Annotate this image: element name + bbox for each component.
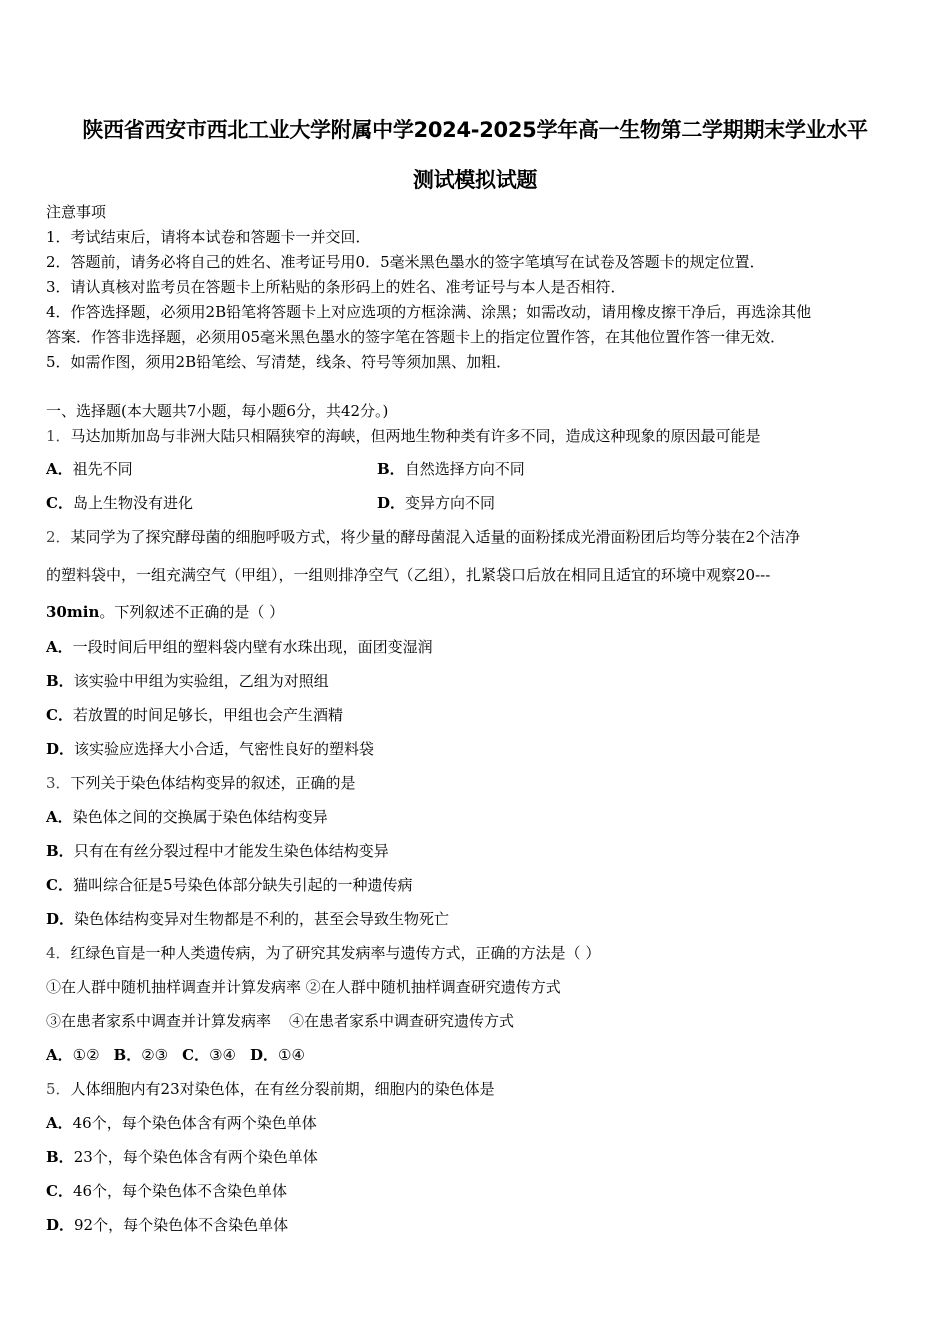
q3-option-b[interactable] [46, 842, 389, 860]
question-5-stem [46, 1080, 495, 1098]
question-3-stem [46, 774, 356, 792]
question-text: 马达加斯加岛与非洲大陆只相隔狭窄的海峡，但两地生物种类有许多不同，造成这种现象的原因最可能是 [70, 427, 761, 445]
option-text: ①② [72, 1046, 100, 1064]
q4-options-row [46, 1046, 305, 1064]
option-text: 自然选择方向不同 [404, 460, 525, 478]
option-text: 变异方向不同 [405, 494, 496, 512]
option-text: ③④ [209, 1046, 236, 1064]
option-label: B． [46, 672, 74, 690]
notice-item: 2．答题前，请务必将自己的姓名、准考证号用0．5毫米黑色墨水的签字笔填写在试卷及答题卡的规定位置． [46, 253, 765, 271]
notice-item: 4．作答选择题，必须用2B铅笔将答题卡上对应选项的方框涂满、涂黑；如需改动，请用橡皮擦干净后，再选涂其他 [46, 303, 812, 321]
q5-option-c[interactable] [46, 1182, 287, 1200]
question-number: 5． [46, 1080, 71, 1098]
question-text: 红绿色盲是一种人类遗传病，为了研究其发病率与遗传方式，正确的方法是（ ） [70, 944, 601, 962]
option-label: A． [46, 1046, 73, 1064]
option-label: D． [46, 740, 75, 758]
option-label: D． [377, 494, 406, 512]
q1-option-a[interactable] [46, 460, 133, 478]
q4-statement-line1: ①在人群中随机抽样调查并计算发病率 ②在人群中随机抽样调查研究遗传方式 [46, 978, 561, 996]
q2-option-d[interactable] [46, 740, 374, 758]
option-text: 染色体结构变异对生物都是不利的，甚至会导致生物死亡 [74, 910, 450, 928]
q4-option-b[interactable] [114, 1046, 169, 1064]
question-text: 某同学为了探究酵母菌的细胞呼吸方式，将少量的酵母菌混入适量的面粉揉成光滑面粉团后均等分装在2个洁净 [70, 528, 801, 546]
question-text: 下列关于染色体结构变异的叙述，正确的是 [70, 774, 356, 792]
option-text: 染色体之间的交换属于染色体结构变异 [72, 808, 328, 826]
q5-option-a[interactable] [46, 1114, 317, 1132]
option-label: C． [46, 876, 73, 894]
question-text-bold: 30min [46, 603, 100, 621]
page-title-line2: 测试模拟试题 [412, 168, 538, 192]
q4-option-a[interactable] [46, 1046, 100, 1064]
q3-option-c[interactable] [46, 876, 413, 894]
option-label: C． [182, 1046, 210, 1064]
option-text: 该实验中甲组为实验组，乙组为对照组 [73, 672, 329, 690]
option-text: 46个，每个染色体含有两个染色单体 [72, 1114, 317, 1132]
option-text: 猫叫综合征是5号染色体部分缺失引起的一种遗传病 [72, 876, 413, 894]
option-label: B． [46, 1148, 74, 1166]
option-label: D． [46, 910, 75, 928]
question-2-stem-line3 [46, 603, 284, 621]
question-number: 4． [46, 944, 71, 962]
q3-option-d[interactable] [46, 910, 449, 928]
q1-option-b[interactable] [377, 460, 525, 478]
page-title-line1: 陕西省西安市西北工业大学附属中学2024-2025学年高一生物第二学期期末学业水平 [82, 118, 868, 142]
q1-option-c[interactable] [46, 494, 193, 512]
option-label: C． [46, 494, 73, 512]
notice-item: 1．考试结束后，请将本试卷和答题卡一并交回． [46, 228, 371, 246]
option-text: ②③ [141, 1046, 169, 1064]
q4-option-d[interactable] [250, 1046, 305, 1064]
question-2-stem-line2: 的塑料袋中，一组充满空气（甲组），一组则排净空气（乙组），扎紧袋口后放在相同且适宜的环境中观察20--- [46, 566, 771, 584]
question-1-stem [46, 427, 761, 445]
option-text: 若放置的时间足够长，甲组也会产生酒精 [72, 706, 343, 724]
option-label: A． [46, 638, 73, 656]
question-text: 人体细胞内有23对染色体，在有丝分裂前期，细胞内的染色体是 [70, 1080, 495, 1098]
option-text: ①④ [278, 1046, 305, 1064]
question-2-stem-line1 [46, 528, 800, 546]
q1-option-d[interactable] [377, 494, 495, 512]
option-label: C． [46, 1182, 73, 1200]
option-label: B． [46, 842, 74, 860]
question-number: 1． [46, 427, 71, 445]
notice-item: 答案．作答非选择题，必须用05毫米黑色墨水的签字笔在答题卡上的指定位置作答，在其他位置作答一律无效． [46, 328, 786, 346]
q2-option-b[interactable] [46, 672, 329, 690]
option-label: B． [377, 460, 405, 478]
option-label: A． [46, 1114, 73, 1132]
option-text: 23个，每个染色体含有两个染色单体 [73, 1148, 318, 1166]
option-label: B． [113, 1046, 142, 1064]
question-4-stem [46, 944, 600, 962]
q2-option-a[interactable] [46, 638, 433, 656]
q5-option-b[interactable] [46, 1148, 318, 1166]
question-number: 2． [46, 528, 71, 546]
q4-option-c[interactable] [182, 1046, 236, 1064]
option-text: 46个，每个染色体不含染色单体 [72, 1182, 288, 1200]
q3-option-a[interactable] [46, 808, 328, 826]
option-label: A． [46, 460, 73, 478]
question-text: 。下列叙述不正确的是（ ） [99, 603, 285, 621]
option-label: A． [46, 808, 73, 826]
notice-item: 5．如需作图，须用2B铅笔绘、写清楚，线条、符号等须加黑、加粗． [46, 353, 512, 371]
option-text: 该实验应选择大小合适，气密性良好的塑料袋 [74, 740, 375, 758]
section-heading: 一、选择题(本大题共7小题，每小题6分，共42分。) [46, 402, 389, 420]
option-label: D． [46, 1216, 75, 1234]
q2-option-c[interactable] [46, 706, 343, 724]
statement-4: ④在患者家系中调查研究遗传方式 [289, 1012, 515, 1030]
notice-item: 3．请认真核对监考员在答题卡上所粘贴的条形码上的姓名、准考证号与本人是否相符． [46, 278, 626, 296]
option-label: C． [46, 706, 73, 724]
option-text: 只有在有丝分裂过程中才能发生染色体结构变异 [73, 842, 389, 860]
q5-option-d[interactable] [46, 1216, 288, 1234]
option-text: 92个，每个染色体不含染色单体 [74, 1216, 289, 1234]
option-text: 祖先不同 [72, 460, 133, 478]
statement-3: ③在患者家系中调查并计算发病率 [46, 1012, 272, 1030]
notice-heading: 注意事项 [46, 203, 107, 221]
option-text: 岛上生物没有进化 [72, 494, 193, 512]
option-text: 一段时间后甲组的塑料袋内壁有水珠出现，面团变湿润 [72, 638, 433, 656]
q4-statement-line2 [46, 1012, 514, 1030]
option-label: D． [250, 1046, 279, 1064]
question-number: 3． [46, 774, 71, 792]
